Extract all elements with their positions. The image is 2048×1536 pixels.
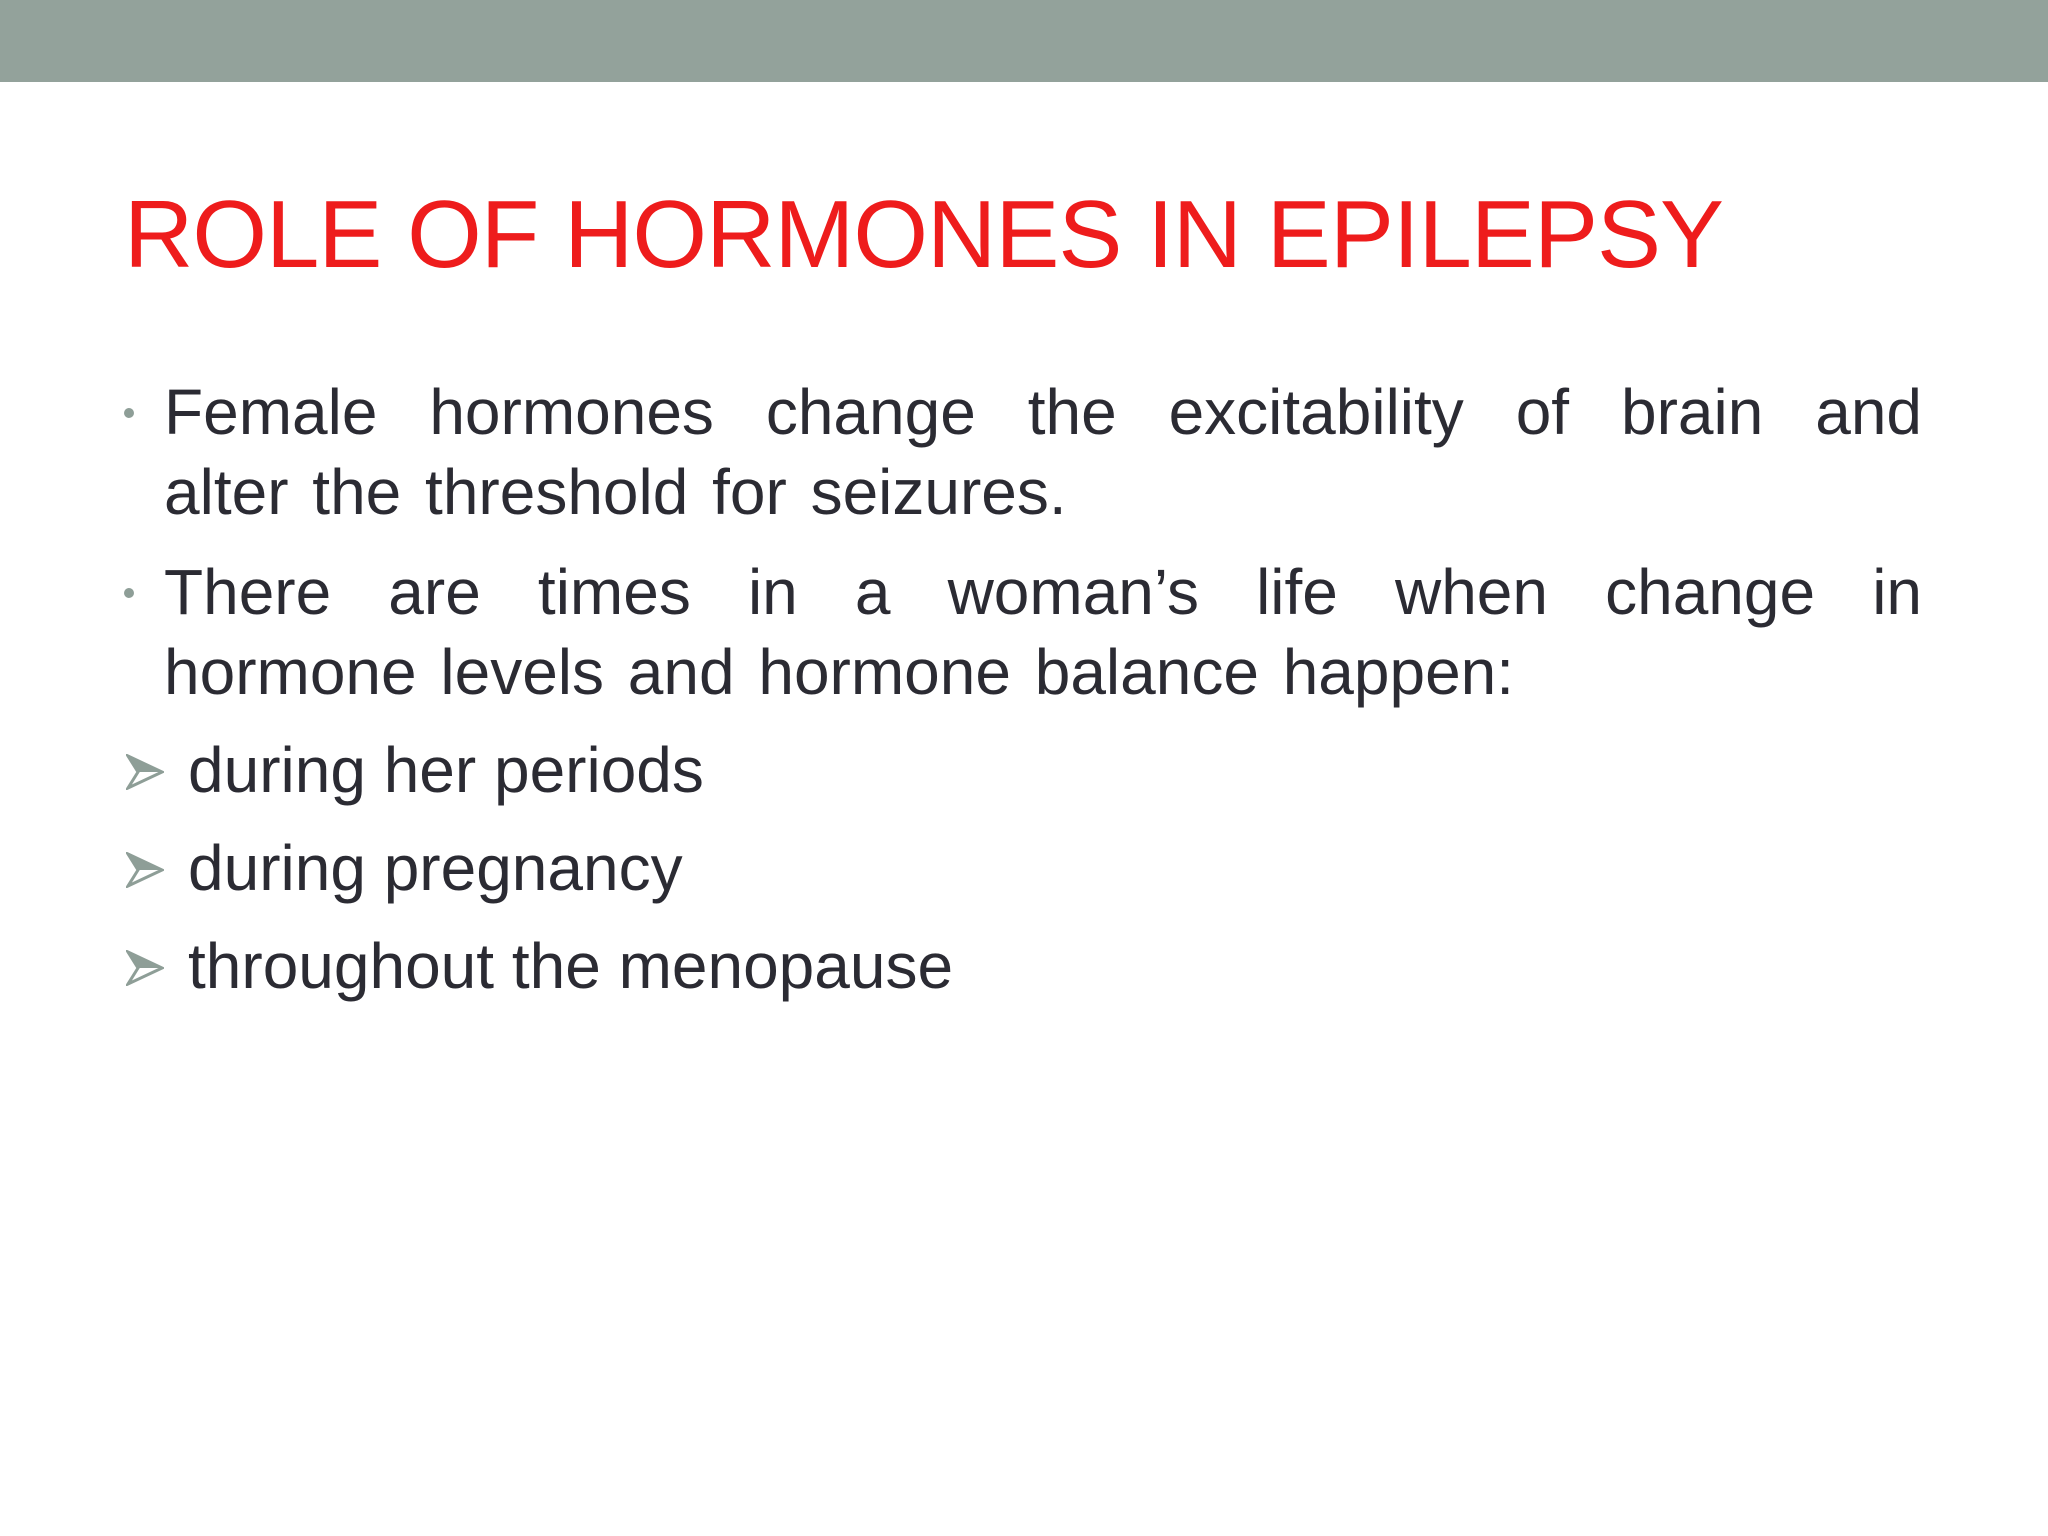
slide-title: ROLE OF HORMONES IN EPILEPSY [124,181,1724,288]
arrowhead-bullet-icon [126,852,164,888]
sub-list-text: throughout the menopause [188,930,954,1002]
bullet-line: There are times in a woman’s life when change in [164,556,1922,628]
bullet-line: hormone levels and hormone balance happen: [164,636,1515,708]
bullet-dot-icon [124,588,134,598]
sub-list-item [0,730,2048,810]
top-accent-bar [0,0,2048,82]
bullet-line: alter the threshold for seizures. [164,456,1067,528]
sub-list-item [0,926,2048,1006]
bullet-text [164,372,1922,532]
bullet-text [164,552,1922,712]
sub-list-item [0,828,2048,908]
bullet-dot-icon [124,408,134,418]
arrowhead-bullet-icon [126,754,164,790]
sub-list-text: during her periods [188,734,704,806]
sub-list-text: during pregnancy [188,832,683,904]
arrowhead-bullet-icon [126,950,164,986]
bullet-line: Female hormones change the excitability of brain and [164,376,1922,448]
